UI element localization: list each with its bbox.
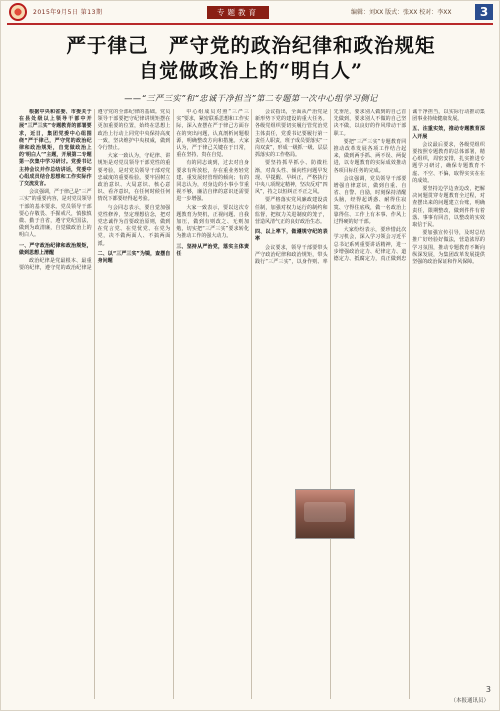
article-credit: （本报通讯员） bbox=[450, 698, 489, 704]
inset-photo bbox=[295, 489, 355, 539]
article-paragraph: 会议强调，党员领导干部要增强自律意识，做到自重、自省、自警、自励，时刻保持清醒头脑，经得起诱惑、耐得住寂寞、守得住底线，做一名政治上靠得住、工作上有本事、作风上过得硬的好干部。 bbox=[333, 175, 407, 226]
section-subheading: 一、严守政治纪律和政治规矩，做到思想上清醒 bbox=[19, 242, 92, 256]
article-paragraph: 要坚持抓早抓小、防微杜渐，对苗头性、倾向性问题早发现、早提醒、早纠正，严格执行中央八项规定精神，坚决反对“四风”，持之以恒纠正不正之风。 bbox=[254, 160, 328, 196]
newspaper-seal-logo bbox=[9, 3, 27, 21]
headline-subtitle: ——“三严三实”和“忠诚干净担当”第二专题第一次中心组学习侧记 bbox=[124, 93, 378, 103]
section-subheading: 五、注重实效，推动专题教育深入开展 bbox=[412, 126, 485, 140]
article-paragraph: 与会同志表示，要自觉加强党性修养，坚定理想信念，把对党忠诚作为首要政治原则，做到在党言党、在党忧党、在党为党，决不做两面人、不搞两面派。 bbox=[97, 204, 171, 247]
page-number-badge: 3 bbox=[475, 4, 493, 20]
headline-line-1: 严于律己 严守党的政治纪律和政治规矩 bbox=[66, 34, 436, 57]
section-subheading: 二、以“三严三实”为镜，查摆自身问题 bbox=[97, 250, 171, 265]
dateline: 2015年9月5日 第13期 bbox=[33, 9, 103, 16]
article-paragraph: 会议指出，全面从严治党是新形势下党的建设的重大任务。各级党组织要切实履行管党治党主体责任，党委书记要履行第一责任人职责，班子成员要落实“一岗双责”，形成一级抓一级、层层抓落实的工作格局。 bbox=[254, 109, 328, 159]
section-subheading: 三、坚持从严治党，落实主体责任 bbox=[176, 243, 249, 257]
corner-page-mark: 3 bbox=[485, 685, 491, 694]
article-paragraph: 要严格落实党风廉政建设责任制，加强对权力运行的制约和监督，把权力关进制度的笼子，营造风清气正的良好政治生态。 bbox=[254, 197, 328, 226]
article-body bbox=[19, 109, 485, 699]
headline-block bbox=[1, 33, 500, 83]
article-paragraph: 有的同志谈到，过去对自身要求有所放松，存在重业务轻党建、重发展轻管理的倾向；有的同志认为，对身边的小事小节重视不够，廉洁自律的意识还需要进一步增强。 bbox=[176, 160, 249, 203]
article-paragraph: 要加强宣传引导，及时总结推广好经验好做法，营造浓厚的学习氛围，推动专题教育不断向纵深发展，为集团改革发展提供坚强的政治保证和作风保障。 bbox=[412, 230, 485, 266]
masthead bbox=[1, 1, 500, 23]
article-paragraph: 要把“三严三实”专题教育同推动改革发展各项工作结合起来，做到两手抓、两不误、两促进，以专题教育的实际成效推动各项目标任务的完成。 bbox=[333, 138, 407, 174]
article-paragraph: 政治纪律是党最根本、最重要的纪律，遵守党的政治纪律是遵守党的全部纪律的基础。党员领导干部要把守纪律讲规矩摆在更加重要的位置，始终在思想上政治上行动上同党中央保持高度一致，坚决维护中央权威，做到令行禁止。 bbox=[19, 109, 171, 272]
section-tab: 专题教育 bbox=[207, 6, 269, 19]
headline-line-2: 自觉做政治上的“明白人” bbox=[139, 60, 363, 82]
article-paragraph: 会议最后要求，各级党组织要按照专题教育的总体部署，精心组织，周密安排，扎实推进专题学习研讨，确保专题教育不虚、不空、不偏，取得实实在在的成效。 bbox=[412, 141, 485, 184]
article-paragraph: 大家一致认为，守纪律、讲规矩是对党员领导干部党性的重要考验，是对党员领导干部对党忠诚度的重要检验。要牢固树立政治意识、大局意识、核心意识、看齐意识，在任何时候任何情况下都要经得起考验。 bbox=[97, 153, 171, 203]
article-paragraph: 中心组成员对照“三严三实”要求，紧密联系思想和工作实际，深入查摆在严于律己方面存在的突出问题，认真剖析问题根源，明确整改方向和措施。大家认为，严于律己关键在于日常，重在坚持，贵在自觉。 bbox=[176, 109, 249, 159]
article-paragraph: 根据中央和省委、市委关于在县处级以上领导干部中开展“三严三实”专题教育的部署要求，近日，集团党委中心组围绕“严于律己，严守党的政治纪律和政治规矩，自觉做政治上的‘明白人’”主题，开展第二专题第一次集中学习研讨。党委书记主持会议并作总结讲话，党委中心组成员结合思想和工作实际作了交流发言。 bbox=[19, 109, 92, 188]
masthead-divider bbox=[7, 23, 493, 25]
article-paragraph: 大家纷纷表示，要珍惜此次学习机会，深入学习领会习近平总书记系列重要讲话精神，进一步增强政治定力、纪律定力、道德定力、抵腐定力，真正做到忠诚干净担当，以实际行动推动集团事业持续健康发展。 bbox=[333, 109, 485, 263]
article-paragraph: 大家一致表示，要以这次专题教育为契机，正视问题、自我加压，做到有则改之、无则加勉，切实把“三严三实”要求转化为推动工作的强大动力。 bbox=[176, 204, 249, 240]
section-subheading: 四、以上率下，做遵规守纪的表率 bbox=[254, 229, 328, 243]
article-paragraph: 会议强调，严于律己是“三严三实”的重要内容，是对党员领导干部的基本要求。党员领导干部要心存敬畏、手握戒尺，慎独慎微、勤于自省，遵守党纪国法，做到为政清廉，自觉做政治上的明白人。 bbox=[19, 189, 92, 239]
editor-credits: 编辑：刘XX 版式：张XX 校对：李XX bbox=[351, 9, 452, 16]
article-paragraph: 会议要求，领导干部要带头严守政治纪律和政治规矩，带头践行“三严三实”，以身作则、率先垂范，要求别人做到的自己首先做到，要求别人不做的自己坚决不做，以良好的作风带动干部职工。 bbox=[254, 109, 407, 266]
article-paragraph: 要坚持边学边查边改，把解决问题贯穿专题教育全过程，对查摆出来的问题建立台账，明确责任，限期整改，做到件件有着落、事事有回音，以整改的实效取信于民。 bbox=[412, 186, 485, 229]
